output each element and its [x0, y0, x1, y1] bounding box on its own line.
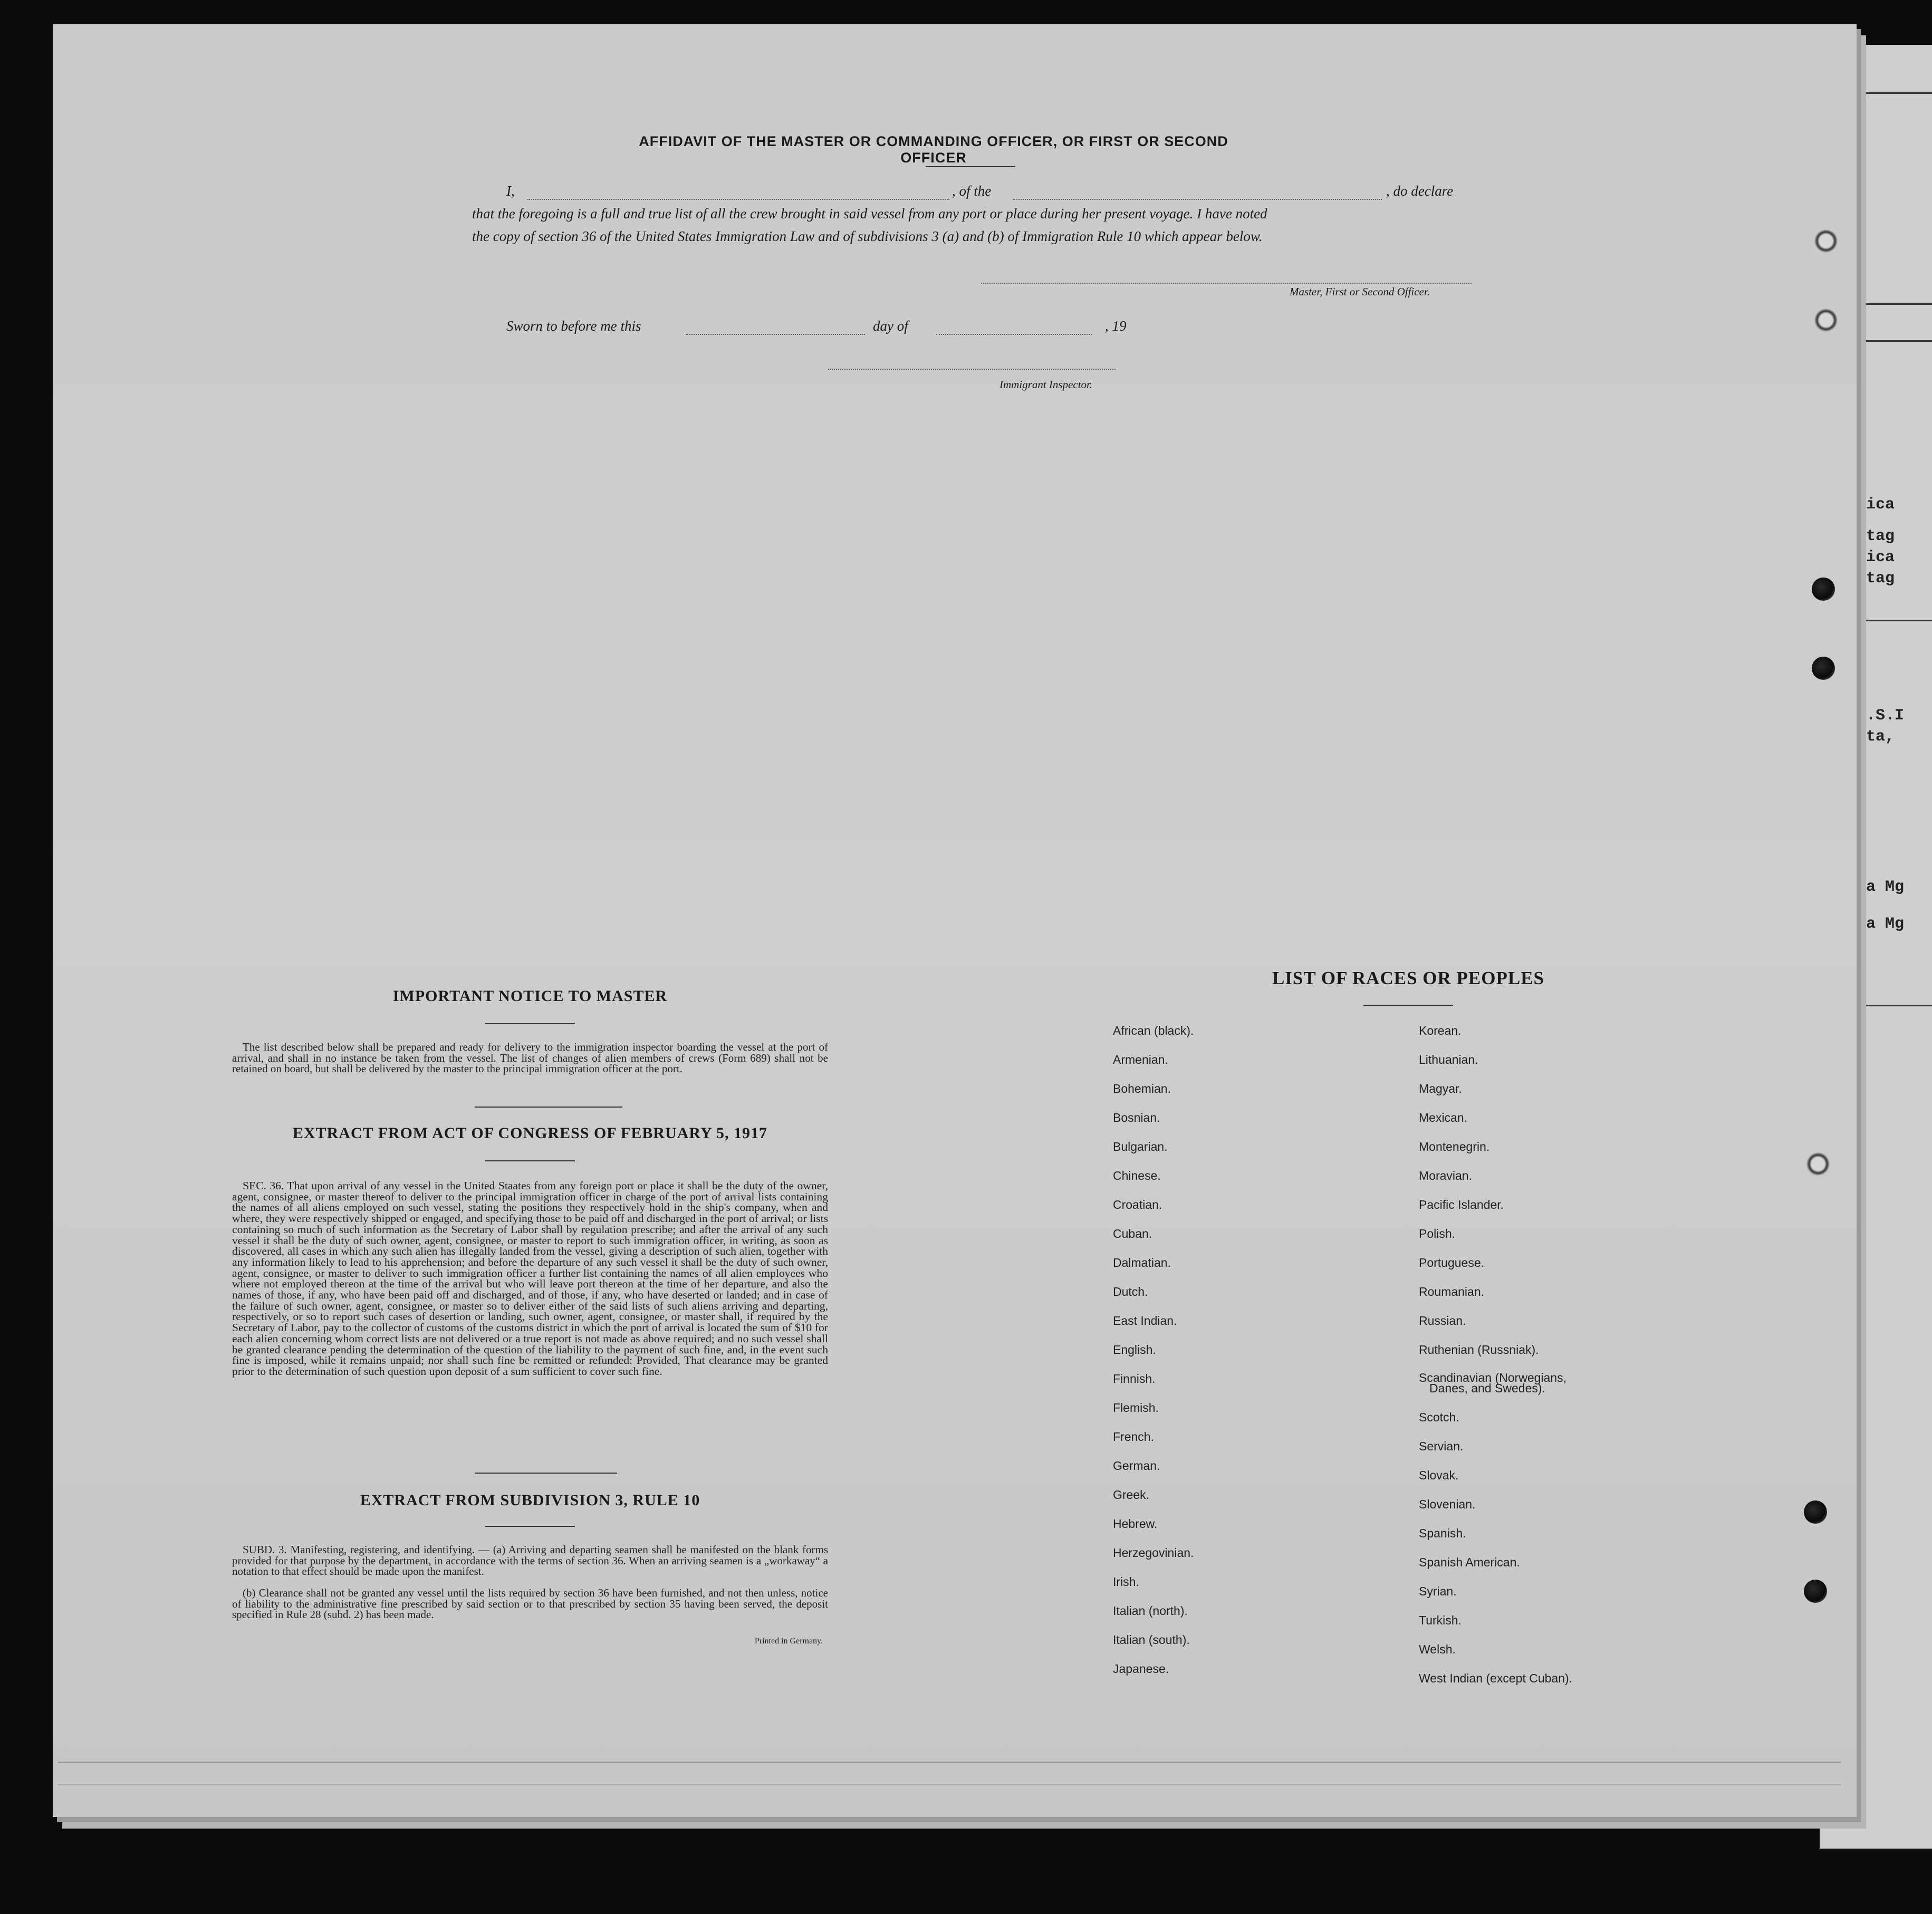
race-item: Chinese.	[1113, 1169, 1161, 1182]
day-of-text: day of	[873, 318, 908, 334]
affidavit-i: I,	[506, 183, 515, 199]
binder-hole-icon	[1814, 229, 1838, 253]
binder-hole-icon	[1812, 657, 1835, 680]
affidavit-of-the: , of the	[952, 183, 992, 199]
race-item: Hebrew.	[1113, 1517, 1158, 1531]
race-item: Slovak.	[1419, 1468, 1459, 1482]
stacked-page-edge	[58, 1762, 1841, 1785]
divider	[485, 1526, 575, 1527]
race-item: Japanese.	[1113, 1662, 1169, 1676]
edge-text-fragment: ota,	[1857, 728, 1895, 746]
affidavit-line-2: that the foregoing is a full and true list of all the crew brought in said vessel from any port or place during her present voyage. I have noted	[472, 206, 1267, 222]
race-item: Slovenian.	[1419, 1497, 1476, 1511]
vessel-field[interactable]	[1013, 198, 1382, 200]
binder-hole-icon	[1814, 309, 1838, 332]
race-item: Pacific Islander.	[1419, 1198, 1504, 1211]
inspector-signature-field[interactable]	[828, 368, 1116, 370]
race-item: Herzegovinian.	[1113, 1546, 1194, 1560]
rule-title: EXTRACT FROM SUBDIVISION 3, RULE 10	[360, 1492, 700, 1509]
act-title: EXTRACT FROM ACT OF CONGRESS OF FEBRUARY 5, 1917	[292, 1124, 768, 1142]
binder-hole-icon	[1812, 578, 1835, 601]
race-item: Finnish.	[1113, 1372, 1156, 1386]
race-item: French.	[1113, 1430, 1154, 1444]
race-item: Ruthenian (Russniak).	[1419, 1343, 1539, 1357]
binder-hole-icon	[1804, 1580, 1827, 1603]
race-item: English.	[1113, 1343, 1156, 1357]
race-item: Flemish.	[1113, 1401, 1159, 1415]
races-title: LIST OF RACES OR PEOPLES	[1272, 968, 1545, 988]
race-item: Mexican.	[1419, 1111, 1468, 1124]
divider	[485, 1023, 575, 1024]
race-item: Moravian.	[1419, 1169, 1472, 1182]
race-item: Welsh.	[1419, 1642, 1456, 1656]
race-item: Dutch.	[1113, 1285, 1148, 1299]
race-item: Danes, and Swedes).	[1429, 1381, 1545, 1395]
notice-text: The list described below shall be prepared and ready for delivery to the immigration inspector boarding the vessel at the port of arrival, and shall in no instance be taken from the vessel. The list of changes of alien members of crews (Form 689) shall not be retained on board, but shall be delivered by the master to the principal immigration officer at the port.	[232, 1041, 828, 1075]
race-item: Greek.	[1113, 1488, 1150, 1502]
race-item: African (black).	[1113, 1024, 1194, 1037]
affidavit-line-3: the copy of section 36 of the United States Immigration Law and of subdivisions 3 (a) and (b) of Immigration Rule 10 which appear below.	[472, 228, 1263, 244]
race-item: Spanish American.	[1419, 1555, 1520, 1569]
race-item: Bohemian.	[1113, 1082, 1171, 1095]
race-item: Portuguese.	[1419, 1256, 1485, 1269]
race-item: Polish.	[1419, 1227, 1456, 1240]
edge-text-fragment: ta Mg	[1857, 878, 1905, 896]
race-item: Roumanian.	[1419, 1285, 1485, 1299]
act-text: SEC. 36. That upon arrival of any vessel in the United Staates from any foreign port or place it shall be the duty of the owner, agent, consignee, or master thereof to deliver to the principal immigration officer in charge of the port of arrival lists containing the names of all aliens employed on such vessel, stating the positions they respectively hold in the ship's company, when and where, they were respectively shipped or engaged, and specifying those to be paid off and discharged in the port of arrival; or lists containing so much of such information as the Secretary of Labor shall by regulation prescribe; and after the arrival of any such vessel it shall be the duty of such owner, agent, consignee, or master to report to such immigration officer, in writing, as soon as discovered, all cases in which any such alien has illegally landed from the vessel, giving a description of such alien, together with any information likely to lead to his apprehension; and before the departure of any such vessel it shall be the duty of such owner, agent, consignee, or master to deliver to such immigration officer a further list containing the names of all alien employees who where not employed thereon at the time of the arrival but who will leave port thereon at the time of her departure, and also the names of those, if any, who have been paid off and discharged, and of those, if any, who have deserted or landed; and in case of the failure of such owner, agent, consignee, or master so to deliver either of the said lists of such aliens arriving and departing, respectively, or so to report such cases of desertion or landing, such owner, agent, consignee, or master shall, if required by the Secretary of Labor, pay to the collector of customs of the customs district in which the port of arrival is located the sum of $10 for each alien concerning whom correct lists are not delivered or a true report is not made as above required; and no such vessel shall be granted clearance pending the determination of the question of the liability to the payment of such fine, and, in the event such fine is imposed, while it remains unpaid; nor shall such fine be remitted or refunded: Provided, That clearance may be granted prior to the determination of such question upon deposit of a sum sufficient to cover such fine.	[232, 1179, 828, 1378]
edge-text-fragment: fica	[1857, 496, 1895, 514]
race-item: West Indian (except Cuban).	[1419, 1671, 1573, 1685]
race-item: Russian.	[1419, 1314, 1466, 1328]
binder-hole-icon	[1806, 1152, 1830, 1176]
race-item: Servian.	[1419, 1439, 1464, 1453]
race-item: Italian (north).	[1113, 1604, 1188, 1618]
sworn-month-field[interactable]	[936, 333, 1092, 335]
race-item: Scandinavian (Norwegians,	[1419, 1371, 1566, 1384]
signature-field[interactable]	[981, 282, 1472, 284]
race-item: Syrian.	[1419, 1584, 1457, 1598]
sworn-day-field[interactable]	[686, 333, 865, 335]
race-item: Lithuanian.	[1419, 1053, 1478, 1066]
race-item: Spanish.	[1419, 1526, 1466, 1540]
name-field[interactable]	[527, 198, 949, 200]
divider	[475, 1107, 622, 1108]
race-item: Italian (south).	[1113, 1633, 1190, 1647]
binder-hole-icon	[1804, 1501, 1827, 1524]
race-item: Bosnian.	[1113, 1111, 1160, 1124]
affidavit-title: AFFIDAVIT OF THE MASTER OR COMMANDING OFFICER, OR FIRST OR SECOND OFFICER	[639, 133, 1228, 166]
printed-in-germany: Printed in Germany.	[754, 1637, 823, 1646]
divider	[926, 166, 1015, 167]
race-item: Cuban.	[1113, 1227, 1152, 1240]
divider	[475, 1473, 617, 1474]
race-item: Korean.	[1419, 1024, 1462, 1037]
race-item: Magyar.	[1419, 1082, 1462, 1095]
edge-text-fragment: rtag	[1857, 527, 1895, 545]
divider	[485, 1160, 575, 1161]
divider	[1363, 1005, 1453, 1006]
race-item: Irish.	[1113, 1575, 1139, 1589]
race-item: German.	[1113, 1459, 1160, 1473]
edge-text-fragment: ta Mg	[1857, 915, 1905, 933]
signature-label: Master, First or Second Officer.	[1290, 285, 1430, 298]
rule-text-b: (b) Clearance shall not be granted any vessel until the lists required by section 36 have been furnished, and not then unless, notice of liability to the administrative fine prescribed by said section or to that prescribed by section 35 having been served, the deposit specified in Rule 28 (subd. 2) has been made.	[232, 1586, 828, 1621]
edge-text-fragment: V.S.I	[1857, 707, 1905, 725]
edge-text-fragment: fica	[1857, 549, 1895, 566]
race-item: Dalmatian.	[1113, 1256, 1171, 1269]
race-item: Armenian.	[1113, 1053, 1168, 1066]
race-item: East Indian.	[1113, 1314, 1177, 1328]
rule-text-a: SUBD. 3. Manifesting, registering, and identifying. — (a) Arriving and departing seamen shall be manifested on the blank forms provided for that purpose by the department, in accordance with the terms of section 36. When an arriving seamen is a „workaway“ a notation to that effect should be made upon the manifest.	[232, 1543, 828, 1578]
year-text: , 19	[1105, 318, 1127, 334]
race-item: Bulgarian.	[1113, 1140, 1168, 1153]
edge-text-fragment: rtag	[1857, 570, 1895, 588]
race-item: Scotch.	[1419, 1410, 1459, 1424]
race-item: Croatian.	[1113, 1198, 1162, 1211]
race-item: Turkish.	[1419, 1613, 1462, 1627]
race-item: Montenegrin.	[1419, 1140, 1490, 1153]
inspector-label: Immigrant Inspector.	[999, 378, 1093, 391]
notice-title: IMPORTANT NOTICE TO MASTER	[392, 987, 668, 1005]
affidavit-do-declare: , do declare	[1386, 183, 1454, 199]
sworn-text: Sworn to before me this	[506, 318, 641, 334]
